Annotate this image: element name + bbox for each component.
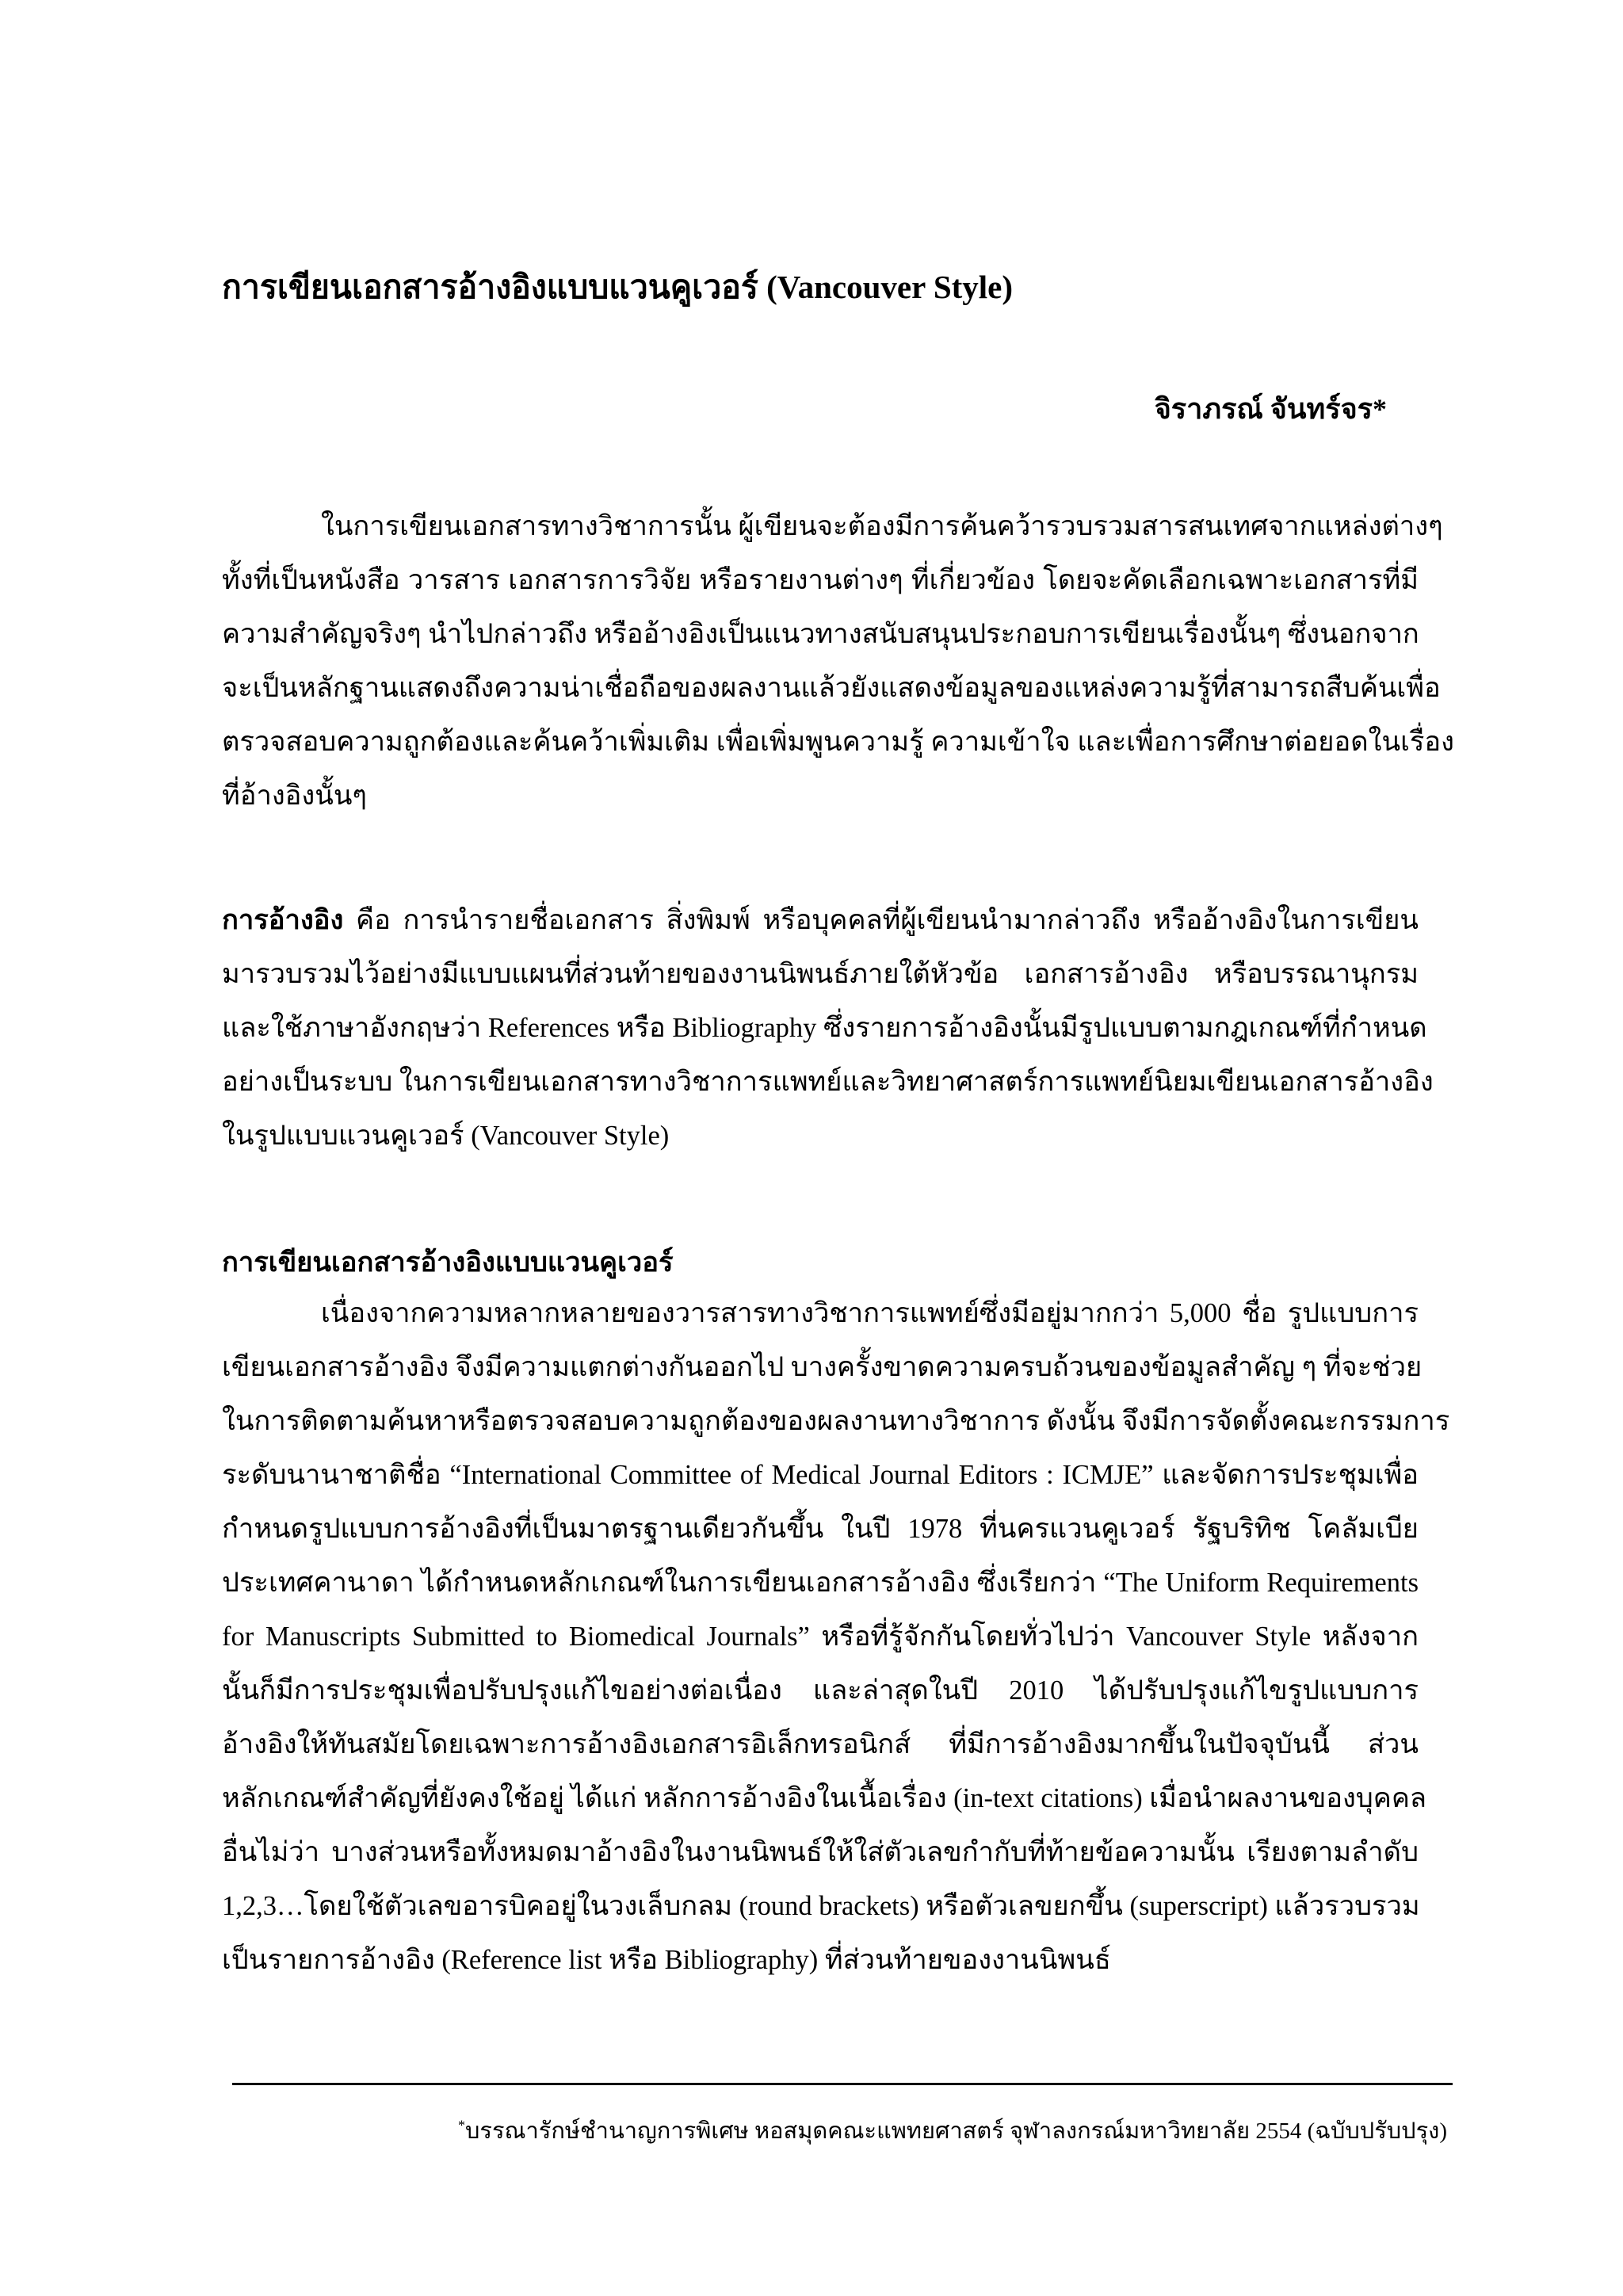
section-heading: การเขียนเอกสารอ้างอิงแบบแวนคูเวอร์ [222, 1247, 674, 1278]
intro-paragraph [222, 499, 1454, 823]
section-paragraph [222, 1286, 1450, 1987]
section-line: ในการติดตามค้นหาหรือตรวจสอบความถูกต้องของผลงานทางวิชาการ ดังนั้น จึงมีการจัดตั้งคณะกรรมการ [222, 1406, 1450, 1436]
intro-line: จะเป็นหลักฐานแสดงถึงความน่าเชื่อถือของผลงานแล้วยังแสดงข้อมูลของแหล่งความรู้ที่สามารถสืบค้นเพื่อ [222, 673, 1441, 703]
definition-line: มารวบรวมไว้อย่างมีแบบแผนที่ส่วนท้ายของงานนิพนธ์ภายใต้หัวข้อ เอกสารอ้างอิง หรือบรรณานุกรม [222, 959, 1419, 989]
section-line: for Manuscripts Submitted to Biomedical Journals” หรือที่รู้จักกันโดยทั่วไปว่า Vancouver Style หลังจาก [222, 1622, 1419, 1652]
definition-line: และใช้ภาษาอังกฤษว่า References หรือ Bibliography ซึ่งรายการอ้างอิงนั้นมีรูปแบบตามกฎเกณฑ์ที่กำหนด [222, 1013, 1427, 1043]
footnote [458, 2112, 1447, 2149]
intro-line: ที่อ้างอิงนั้นๆ [222, 781, 367, 811]
definition-line: ในรูปแบบแวนคูเวอร์ (Vancouver Style) [222, 1121, 670, 1151]
footnote-marker: * [458, 2117, 465, 2134]
section-line: เนื่องจากความหลากหลายของวารสารทางวิชาการแพทย์ซึ่งมีอยู่มากกว่า 5,000 ชื่อ รูปแบบการ [321, 1298, 1419, 1328]
section-line: เขียนเอกสารอ้างอิง จึงมีความแตกต่างกันออกไป บางครั้งขาดความครบถ้วนของข้อมูลสำคัญ ๆ ที่จะช่วย [222, 1352, 1423, 1382]
author-name: จิราภรณ์ จันทร์จร* [1154, 393, 1387, 425]
definition-line-text: คือ การนำรายชื่อเอกสาร สิ่งพิมพ์ หรือบุคคลที่ผู้เขียนนำมากล่าวถึง หรืออ้างอิงในการเขียน [343, 905, 1419, 935]
intro-line: ในการเขียนเอกสารทางวิชาการนั้น ผู้เขียนจะต้องมีการค้นคว้ารวบรวมสารสนเทศจากแหล่งต่างๆ [321, 511, 1443, 541]
intro-line: ทั้งที่เป็นหนังสือ วารสาร เอกสารการวิจัย หรือรายงานต่างๆ ที่เกี่ยวข้อง โดยจะคัดเลือกเฉพาะเอกสารที่มี [222, 565, 1419, 595]
definition-line [222, 893, 1419, 947]
intro-line: ตรวจสอบความถูกต้องและค้นคว้าเพิ่มเติม เพื่อเพิ่มพูนความรู้ ความเข้าใจ และเพื่อการศึกษาต่อยอดในเรื่อง [222, 727, 1454, 757]
section-line: 1,2,3…โดยใช้ตัวเลขอารบิคอยู่ในวงเล็บกลม (round brackets) หรือตัวเลขยกขึ้น (superscript) แล้วรวบรวม [222, 1891, 1420, 1921]
section-line: ประเทศคานาดา ได้กำหนดหลักเกณฑ์ในการเขียนเอกสารอ้างอิง ซึ่งเรียกว่า “The Uniform Requirements [222, 1568, 1419, 1598]
definition-line: อย่างเป็นระบบ ในการเขียนเอกสารทางวิชาการแพทย์และวิทยาศาสตร์การแพทย์นิยมเขียนเอกสารอ้างอิง [222, 1067, 1434, 1097]
section-line: อ้างอิงให้ทันสมัยโดยเฉพาะการอ้างอิงเอกสารอิเล็กทรอนิกส์ ที่มีการอ้างอิงมากขึ้นในปัจจุบันนี้ ส่วน [222, 1729, 1419, 1759]
section-line: ระดับนานาชาติชื่อ “International Committee of Medical Journal Editors : ICMJE” และจัดการประชุมเพื่อ [222, 1460, 1419, 1490]
footnote-divider [232, 2083, 1453, 2085]
definition-term: การอ้างอิง [222, 905, 344, 935]
section-line: นั้นก็มีการประชุมเพื่อปรับปรุงแก้ไขอย่างต่อเนื่อง และล่าสุดในปี 2010 ได้ปรับปรุงแก้ไขรูปแบบการ [222, 1675, 1419, 1706]
definition-paragraph [222, 893, 1434, 1163]
section-line: เป็นรายการอ้างอิง (Reference list หรือ Bibliography) ที่ส่วนท้ายของงานนิพนธ์ [222, 1945, 1111, 1975]
section-line: กำหนดรูปแบบการอ้างอิงที่เป็นมาตรฐานเดียวกันขึ้น ในปี 1978 ที่นครแวนคูเวอร์ รัฐบริทิช โคลัมเบีย [222, 1514, 1419, 1544]
section-line: อื่นไม่ว่า บางส่วนหรือทั้งหมดมาอ้างอิงในงานนิพนธ์ให้ใส่ตัวเลขกำกับที่ท้ายข้อความนั้น เรียงตามลำดับ [222, 1837, 1419, 1867]
section-line: หลักเกณฑ์สำคัญที่ยังคงใช้อยู่ ได้แก่ หลักการอ้างอิงในเนื้อเรื่อง (in-text citations) เมื่อนำผลงานของบุคคล [222, 1783, 1427, 1813]
document-title: การเขียนเอกสารอ้างอิงแบบแวนคูเวอร์ (Vancouver Style) [222, 269, 1014, 305]
intro-line: ความสำคัญจริงๆ นำไปกล่าวถึง หรืออ้างอิงเป็นแนวทางสนับสนุนประกอบการเขียนเรื่องนั้นๆ ซึ่งนอกจาก [222, 619, 1419, 649]
footnote-text: บรรณารักษ์ชำนาญการพิเศษ หอสมุดคณะแพทยศาสตร์ จุฬาลงกรณ์มหาวิทยาลัย 2554 (ฉบับปรับปรุง) [465, 2118, 1447, 2144]
